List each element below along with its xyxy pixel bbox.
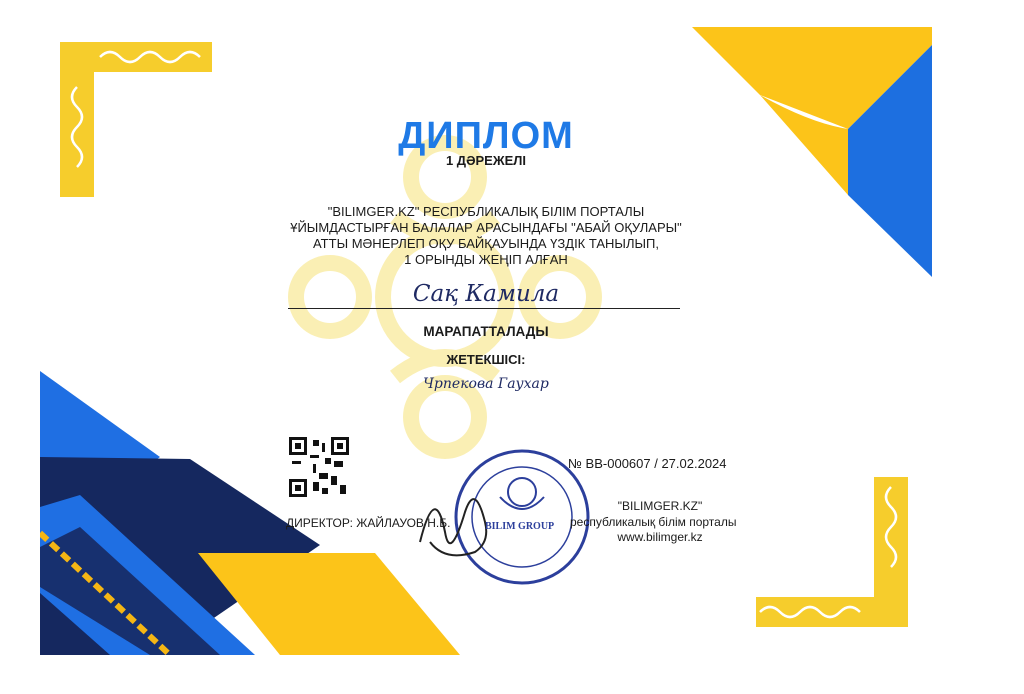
qr-code-icon	[289, 437, 349, 497]
diploma-title: ДИПЛОМ	[398, 115, 574, 157]
stamp-text: BILIM GROUP	[485, 521, 555, 532]
diploma-certificate	[40, 27, 932, 655]
body-line-4: 1 ОРЫНДЫ ЖЕҢІП АЛҒАН	[404, 252, 568, 267]
body-line-3: АТТЫ МӘНЕРЛЕП ОҚУ БАЙҚАУЫНДА ҮЗДІК ТАНЫЛЫП,	[313, 236, 659, 251]
award-text: МАРАПАТТАЛАДЫ	[423, 324, 549, 339]
portal-url: www.bilimger.kz	[617, 530, 703, 544]
body-line-1: "BILIMGER.KZ" РЕСПУБЛИКАЛЫҚ БІЛІМ ПОРТАЛЫ	[327, 204, 645, 219]
recipient-name: Сақ Камила	[412, 281, 560, 307]
name-underline	[288, 308, 680, 309]
supervisor-name: Чрпекова Гаухар	[423, 376, 549, 392]
supervisor-label: ЖЕТЕКШІСІ:	[446, 352, 526, 367]
certificate-number-date: № BB-000607 / 27.02.2024	[568, 456, 727, 471]
portal-name: "BILIMGER.KZ"	[617, 499, 703, 513]
degree-label: 1 ДӘРЕЖЕЛІ	[445, 153, 527, 168]
portal-description: республикалық білім порталы	[570, 515, 737, 529]
director-line: ДИРЕКТОР: ЖАЙЛАУОВ Н.Б.	[286, 516, 451, 530]
body-line-2: ҰЙЫМДАСТЫРҒАН БАЛАЛАР АРАСЫНДАҒЫ "АБАЙ ОҚУЛАРЫ"	[290, 220, 682, 235]
